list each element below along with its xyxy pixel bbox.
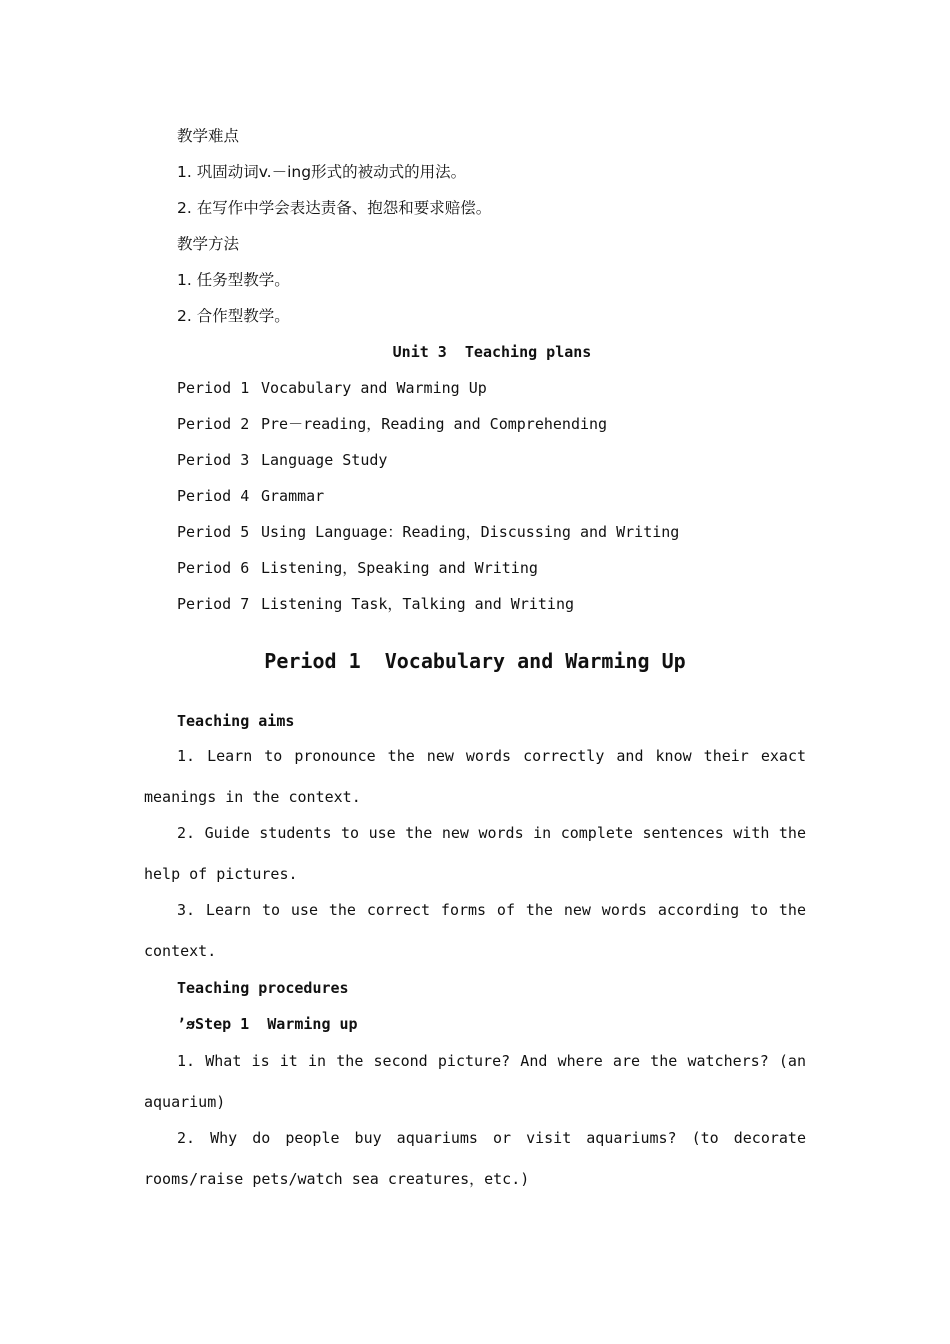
procedures-heading: Teaching procedures [177,979,349,997]
period-title: Vocabulary and Warming Up [261,379,487,397]
method-item: 1. 任务型教学。 [177,271,290,289]
period-row [177,378,487,398]
difficulty-item: 1. 巩固动词v.－ing形式的被动式的用法。 [177,163,467,181]
method-item: 2. 合作型教学。 [177,307,290,325]
aims-heading: Teaching aims [177,712,295,730]
period-row [177,594,574,614]
period-number: Period 7 [177,595,250,613]
period-title: Language Study [261,451,388,469]
period-title: Grammar [261,487,325,505]
period-number: Period 3 [177,451,250,469]
period-title: Using Language：Reading，Discussing and Writing [261,523,680,541]
period-row [177,414,607,434]
period-title: Listening，Speaking and Writing [261,559,538,577]
difficulty-item: 2. 在写作中学会表达责备、抱怨和要求赔偿。 [177,199,492,217]
period-row [177,450,387,470]
period-row [177,522,679,542]
period-number: Period 2 [177,415,250,433]
aim-item: 1. Learn to pronounce the new words correctly and know their exact meanings in the context. [144,747,806,806]
period-number: Period 1 [177,379,250,397]
period-number: Period 6 [177,559,250,577]
period-number: Period 5 [177,523,250,541]
question-item: 2. Why do people buy aquariums or visit aquariums? (to decorate rooms/raise pets/watch sea creatures，etc.) [144,1129,806,1188]
period-number: Period 4 [177,487,250,505]
difficulties-heading: 教学难点 [177,127,240,145]
aim-item: 2. Guide students to use the new words in complete sentences with the help of pictures. [144,824,806,883]
period-row [177,486,324,506]
question-item: 1. What is it in the second picture? And where are the watchers? (an aquarium) [144,1052,806,1111]
aim-item: 3. Learn to use the correct forms of the new words according to the context. [144,901,806,960]
step-heading: ʼϧStep 1 Warming up [177,1015,358,1033]
period-row [177,558,538,578]
period-title: Listening Task，Talking and Writing [261,595,575,613]
period-title: Pre－reading，Reading and Comprehending [261,415,608,433]
plans-title: Unit 3 Teaching plans [392,343,592,361]
methods-heading: 教学方法 [177,235,240,253]
section-title: Period 1 Vocabulary and Warming Up [264,649,686,673]
